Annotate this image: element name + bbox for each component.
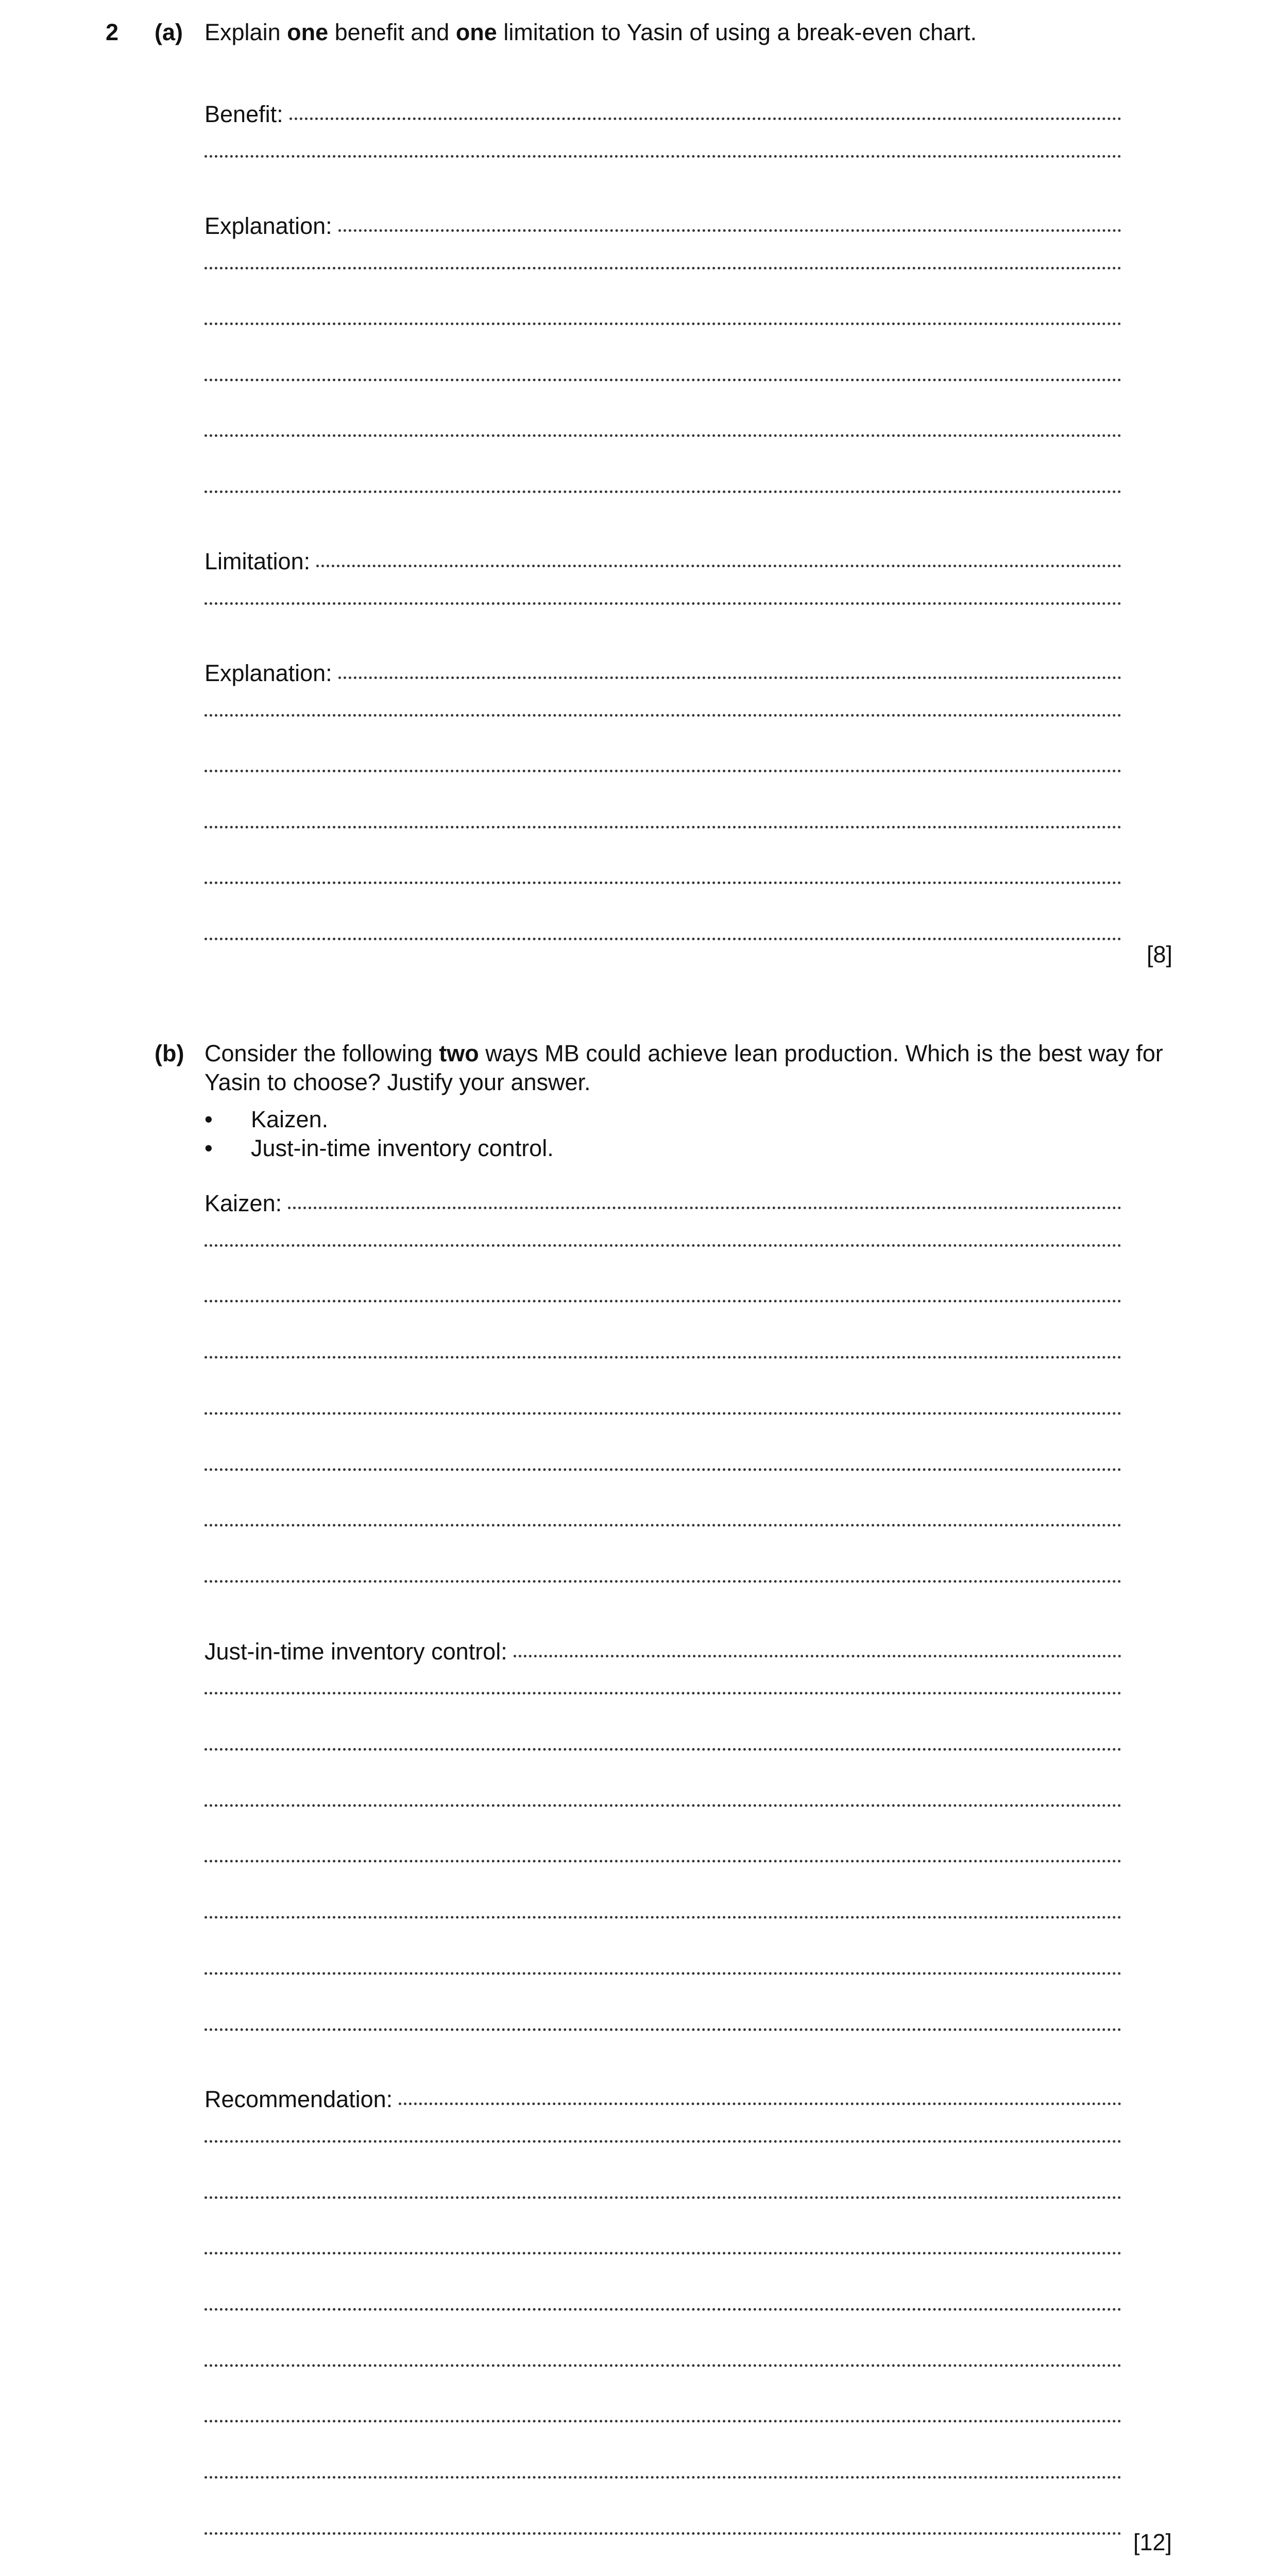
answer-line[interactable] — [205, 1582, 1121, 1609]
dotted-rule — [205, 1916, 1121, 1919]
part-a-label: (a) — [155, 19, 183, 45]
prompt-text: benefit and — [328, 19, 456, 45]
bullet-symbol: • — [205, 1135, 213, 1161]
part-b-line-label: Recommendation: — [205, 2086, 393, 2113]
answer-line[interactable] — [205, 2422, 1121, 2449]
dotted-rule — [205, 882, 1121, 884]
answer-line[interactable] — [205, 940, 1121, 967]
dotted-rule — [338, 676, 1121, 679]
dotted-rule — [205, 1580, 1121, 1583]
dotted-rule — [289, 117, 1121, 120]
answer-line[interactable] — [205, 884, 1121, 910]
dotted-rule — [399, 2103, 1121, 2105]
bullet-symbol: • — [205, 1106, 213, 1132]
dotted-rule — [205, 155, 1121, 158]
answer-line[interactable] — [205, 548, 1121, 575]
dotted-rule — [205, 2028, 1121, 2031]
answer-line[interactable] — [205, 1918, 1121, 1945]
prompt-text: ways MB could achieve lean production. Which is the best way for — [479, 1040, 1163, 1066]
part-a-line-label: Explanation: — [205, 660, 332, 686]
answer-line[interactable] — [205, 436, 1121, 463]
part-b-line-label: Just-in-time inventory control: — [205, 1638, 507, 1665]
answer-line[interactable] — [205, 772, 1121, 799]
answer-line[interactable] — [205, 2478, 1121, 2505]
answer-line[interactable] — [205, 2142, 1121, 2169]
answer-line[interactable] — [205, 157, 1121, 184]
dotted-rule — [205, 1972, 1121, 1975]
dotted-rule — [205, 1468, 1121, 1471]
prompt-emphasis: one — [455, 19, 497, 45]
part-b-prompt-line-2: Yasin to choose? Justify your answer. — [205, 1069, 591, 1095]
dotted-rule — [205, 2476, 1121, 2479]
answer-line[interactable] — [205, 1470, 1121, 1497]
dotted-rule — [205, 2140, 1121, 2143]
dotted-rule — [205, 2196, 1121, 2199]
part-b-label: (b) — [155, 1040, 184, 1066]
answer-line[interactable] — [205, 1974, 1121, 2001]
dotted-rule — [205, 602, 1121, 605]
answer-line[interactable] — [205, 1358, 1121, 1385]
dotted-rule — [205, 1804, 1121, 1807]
prompt-text: Consider the following — [205, 1040, 439, 1066]
dotted-rule — [205, 2308, 1121, 2311]
answer-line[interactable] — [205, 604, 1121, 631]
part-a-line-label: Limitation: — [205, 548, 311, 574]
dotted-rule — [205, 2420, 1121, 2422]
dotted-rule — [205, 379, 1121, 381]
answer-line[interactable] — [205, 1806, 1121, 1833]
dotted-rule — [205, 2364, 1121, 2367]
prompt-text: Explain — [205, 19, 287, 45]
answer-line[interactable] — [205, 493, 1121, 519]
answer-line[interactable] — [205, 1750, 1121, 1777]
answer-line[interactable] — [205, 2086, 1121, 2113]
answer-line[interactable] — [205, 269, 1121, 296]
answer-line[interactable] — [205, 213, 1121, 240]
dotted-rule — [205, 770, 1121, 772]
dotted-rule — [205, 323, 1121, 325]
answer-line[interactable] — [205, 660, 1121, 687]
dotted-rule — [338, 229, 1121, 232]
dotted-rule — [205, 490, 1121, 493]
answer-line[interactable] — [205, 1694, 1121, 1721]
dotted-rule — [205, 267, 1121, 269]
question-number: 2 — [106, 19, 119, 45]
dotted-rule — [514, 1655, 1121, 1657]
bullet-kaizen: Kaizen. — [251, 1106, 329, 1132]
answer-line[interactable] — [205, 716, 1121, 743]
dotted-rule — [205, 2532, 1121, 2535]
dotted-rule — [205, 714, 1121, 717]
part-a-marks: [8] — [1147, 941, 1173, 968]
part-b-marks: [12] — [1133, 2529, 1172, 2555]
answer-line[interactable] — [205, 101, 1121, 128]
bullet-jit: Just-in-time inventory control. — [251, 1135, 554, 1161]
answer-line[interactable] — [205, 325, 1121, 351]
dotted-rule — [316, 565, 1121, 567]
prompt-text: limitation to Yasin of using a break-even chart. — [497, 19, 977, 45]
part-a-prompt — [205, 21, 977, 44]
answer-line[interactable] — [205, 1862, 1121, 1889]
answer-line[interactable] — [205, 2030, 1121, 2057]
prompt-emphasis: one — [287, 19, 329, 45]
answer-line[interactable] — [205, 828, 1121, 855]
part-a-line-label: Benefit: — [205, 101, 283, 127]
dotted-rule — [205, 1356, 1121, 1359]
answer-line[interactable] — [205, 1190, 1121, 1217]
dotted-rule — [205, 1860, 1121, 1862]
dotted-rule — [205, 1748, 1121, 1751]
dotted-rule — [205, 1300, 1121, 1302]
answer-line[interactable] — [205, 1246, 1121, 1273]
prompt-emphasis: two — [439, 1040, 479, 1066]
dotted-rule — [288, 1207, 1121, 1209]
answer-line[interactable] — [205, 2198, 1121, 2225]
dotted-rule — [205, 938, 1121, 940]
part-a-line-label: Explanation: — [205, 213, 332, 239]
dotted-rule — [205, 1692, 1121, 1694]
answer-line[interactable] — [205, 1302, 1121, 1329]
dotted-rule — [205, 2252, 1121, 2255]
answer-line[interactable] — [205, 1414, 1121, 1441]
part-b-prompt-line-1 — [205, 1042, 1163, 1065]
answer-line[interactable] — [205, 1526, 1121, 1553]
answer-line[interactable] — [205, 2310, 1121, 2337]
dotted-rule — [205, 1412, 1121, 1415]
answer-line[interactable] — [205, 2534, 1121, 2561]
answer-line[interactable] — [205, 381, 1121, 408]
answer-line[interactable] — [205, 2254, 1121, 2281]
answer-line[interactable] — [205, 2366, 1121, 2393]
answer-line[interactable] — [205, 1638, 1121, 1665]
dotted-rule — [205, 1524, 1121, 1527]
dotted-rule — [205, 1244, 1121, 1247]
dotted-rule — [205, 826, 1121, 828]
dotted-rule — [205, 434, 1121, 437]
part-b-line-label: Kaizen: — [205, 1190, 282, 1216]
